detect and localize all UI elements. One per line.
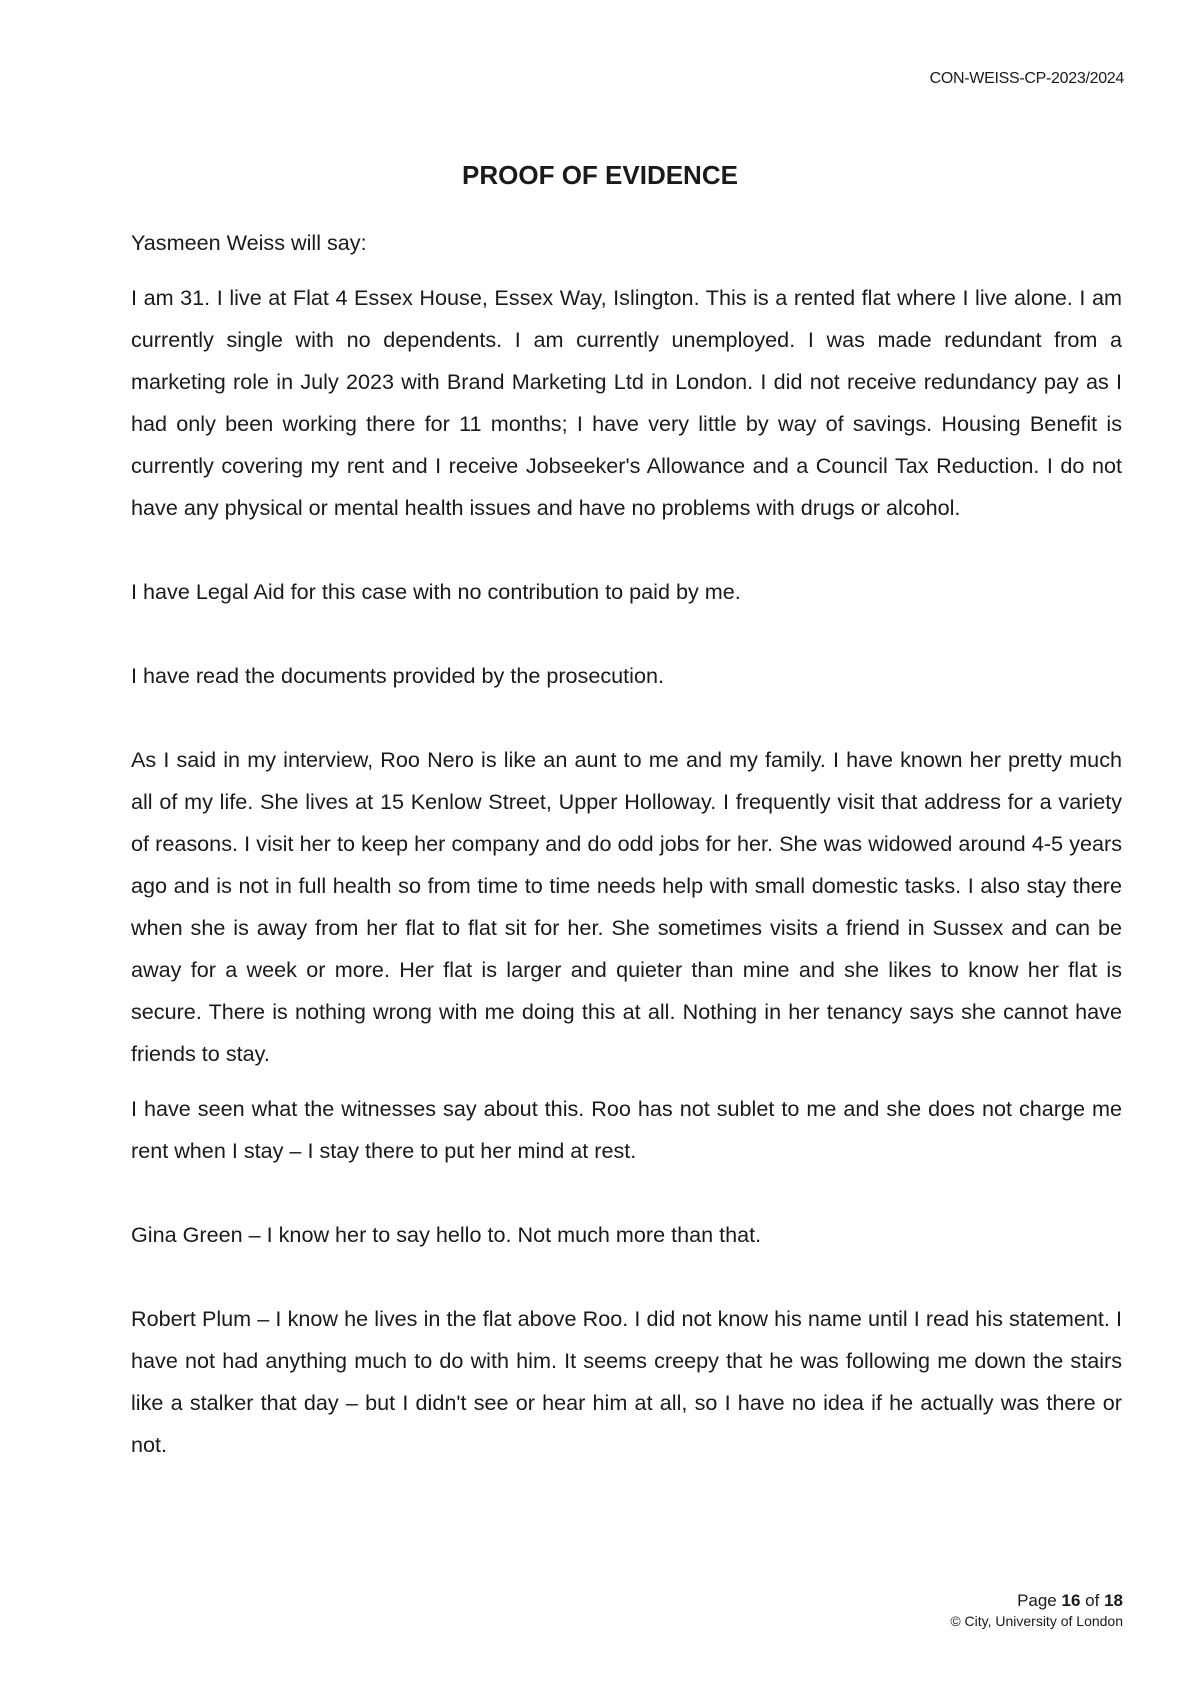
paragraph-robert-plum: Robert Plum – I know he lives in the flat above Roo. I did not know his name until I read his statement. I have not had anything much to do with him. It seems creepy that he was following me down the stairs like a stalker that day – but I didn't see or hear him at all, so I have no idea if he actually was there or not. [131,1306,1122,1457]
paragraph-legal-aid: I have Legal Aid for this case with no contribution to paid by me. [131,579,741,604]
paragraph-witnesses: I have seen what the witnesses say about this. Roo has not sublet to me and she does not charge me rent when I stay – I stay there to put her mind at rest. [131,1096,1122,1163]
page-number [950,1590,1123,1612]
intro-line: Yasmeen Weiss will say: [131,230,367,255]
page-of: of [1085,1591,1100,1610]
page-total: 18 [1104,1591,1123,1610]
document-title: PROOF OF EVIDENCE [462,160,738,190]
document-body [131,222,1122,1466]
page-label: Page [1017,1591,1057,1610]
paragraph-gina-green: Gina Green – I know her to say hello to. Not much more than that. [131,1222,762,1247]
page-footer [950,1590,1123,1630]
paragraph-documents-read: I have read the documents provided by the prosecution. [131,663,664,688]
document-reference: CON-WEISS-CP-2023/2024 [929,70,1124,87]
copyright-notice: © City, University of London [950,1613,1123,1629]
paragraph-roo-nero: As I said in my interview, Roo Nero is like an aunt to me and my family. I have known her pretty much all of my life. She lives at 15 Kenlow Street, Upper Holloway. I frequently visit that address for a variety of reasons. I visit her to keep her company and do odd jobs for her. She was widowed around 4-5 years ago and is not in full health so from time to time needs help with small domestic tasks. I also stay there when she is away from her flat to flat sit for her. She sometimes visits a friend in Sussex and can be away for a week or more. Her flat is larger and quieter than mine and she likes to know her flat is secure. There is nothing wrong with me doing this at all. Nothing in her tenancy says she cannot have friends to stay. [131,747,1122,1066]
page-current: 16 [1061,1591,1081,1610]
paragraph-personal-circumstances: I am 31. I live at Flat 4 Essex House, Essex Way, Islington. This is a rented flat where I live alone. I am currently single with no dependents. I am currently unemployed. I was made redundant from a marketing role in July 2023 with Brand Marketing Ltd in London. I did not receive redundancy pay as I had only been working there for 11 months; I have very little by way of savings. Housing Benefit is currently covering my rent and I receive Jobseeker's Allowance and a Council Tax Reduction. I do not have any physical or mental health issues and have no problems with drugs or alcohol. [131,285,1122,520]
